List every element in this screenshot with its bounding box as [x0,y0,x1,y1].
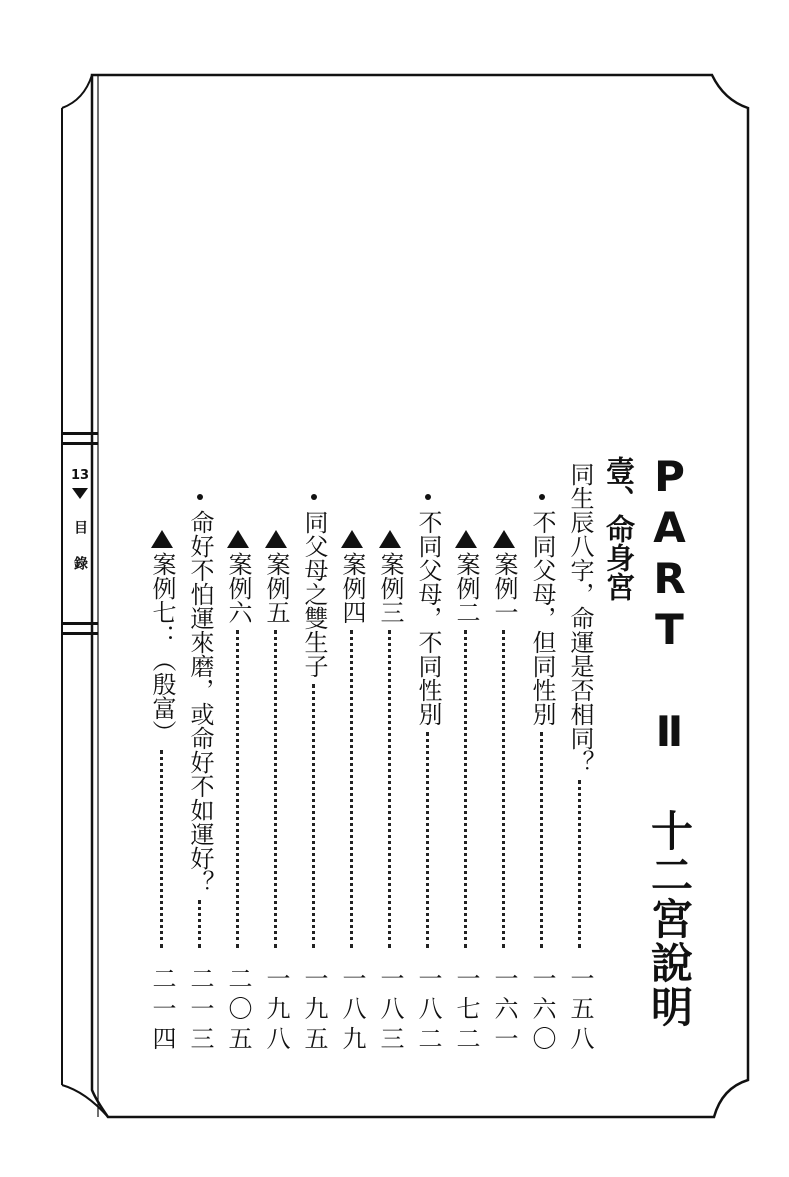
bullet-icon [197,494,203,500]
dot-leader [426,732,432,948]
dot-leader [464,630,470,948]
toc-page-number: 一六〇 [528,966,556,1056]
toc-page-number: 一五八 [566,966,594,1056]
triangle-marker-icon [265,530,287,548]
toc-entry-text: 案例七：（殷富） [148,552,176,744]
toc-page-number: 一九五 [300,966,328,1056]
dot-leader [502,630,508,948]
toc-entry-text: 同生辰八字，命運是否相同？ [566,462,594,774]
triangle-marker-icon [151,530,173,548]
toc-page-number: 一七二 [452,966,480,1056]
down-arrow-icon [72,488,88,499]
triangle-marker-icon [493,530,515,548]
bullet-icon [311,494,317,500]
triangle-marker-icon [455,530,477,548]
dot-leader [160,750,166,948]
triangle-marker-icon [379,530,401,548]
toc-page-number: 一八九 [338,966,366,1056]
dot-leader [350,630,356,948]
toc-entry-text: 案例四 [338,552,366,624]
toc-entry-text: 案例一 [490,552,518,624]
toc-entry-text: 案例三 [376,552,404,624]
dot-leader [312,684,318,948]
toc-entry-text: 案例二 [452,552,480,624]
bullet-icon [539,494,545,500]
tab-divider [62,432,98,435]
triangle-marker-icon [341,530,363,548]
toc-page-number: 一八三 [376,966,404,1056]
section-heading: 壹、命身宮 [602,456,636,601]
tab-divider [62,632,98,635]
toc-entry-text: 命好不怕運來磨，或命好不如運好？ [186,510,214,894]
dot-leader [540,732,546,948]
dot-leader [578,780,584,948]
toc-entry-text: 不同父母，但同性別 [528,510,556,726]
toc-page-number: 一九八 [262,966,290,1056]
toc-page-number: 二一三 [186,966,214,1056]
tab-divider [62,622,98,625]
toc-entry-text: 案例五 [262,552,290,624]
toc-page-number: 一六一 [490,966,518,1056]
toc-page-number: 二一四 [148,966,176,1056]
dot-leader [198,900,204,948]
tab-label: 目錄 [72,520,88,592]
toc-entry-text: 同父母之雙生子 [300,510,328,678]
toc-page-number: 二〇五 [224,966,252,1056]
triangle-marker-icon [227,530,249,548]
page-number: 13 [70,468,90,483]
dot-leader [274,630,280,948]
toc-page-number: 一八二 [414,966,442,1056]
bullet-icon [425,494,431,500]
toc-entry-text: 不同父母，不同性別 [414,510,442,726]
tab-divider [62,442,98,445]
toc-entry-text: 案例六 [224,552,252,624]
dot-leader [388,630,394,948]
dot-leader [236,630,242,948]
part-title: PART Ⅱ 十二宮說明 [645,452,694,1029]
